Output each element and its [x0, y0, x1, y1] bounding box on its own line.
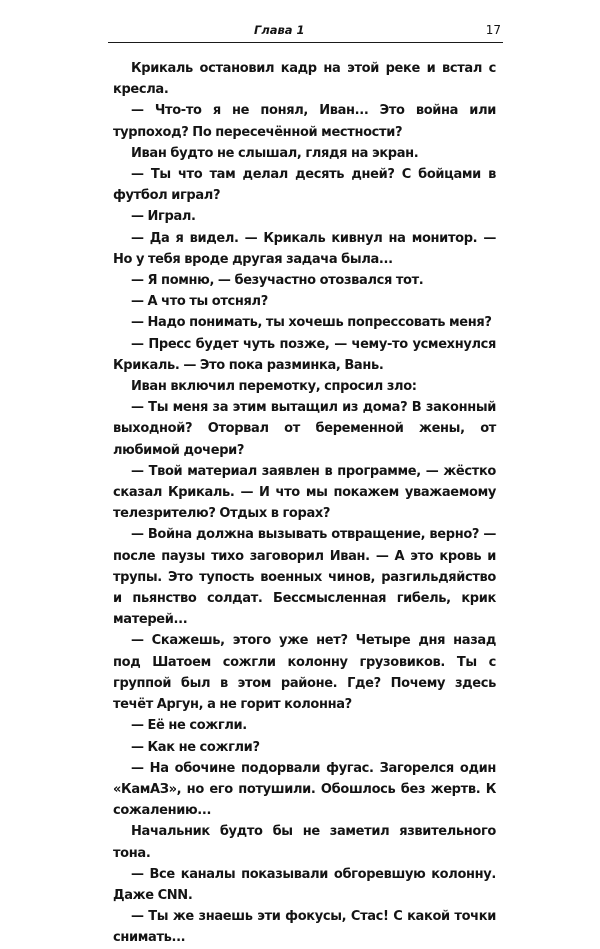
paragraph: — Что-то я не понял, Иван... Это война или турпоход? По пересечённой местности?: [113, 103, 496, 140]
paragraph: — Война должна вызывать отвращение, верно? — после паузы тихо заговорил Иван. — А это кровь и трупы. Это тупость военных чинов, разгильдяйство и пьянство солдат. Бессмысленная гибель, крик матерей...: [113, 527, 496, 628]
paragraph: — Ты меня за этим вытащил из дома? В законный выходной? Оторвал от беременной жены, от любимой дочери?: [113, 400, 496, 458]
paragraph: — Я помню, — безучастно отозвался тот.: [131, 273, 424, 289]
page-number: 17: [485, 23, 501, 37]
paragraph: — Твой материал заявлен в программе, — жёстко сказал Крикаль. — И что мы покажем уважаемому телезрителю? Отдых в горах?: [113, 463, 496, 522]
paragraph: Иван включил перемотку, спросил зло:: [131, 379, 417, 395]
paragraph: — Как не сожгли?: [131, 739, 260, 755]
paragraph: Иван будто не слышал, глядя на экран.: [131, 145, 419, 161]
paragraph: Крикаль остановил кадр на этой реке и встал с кресла.: [113, 61, 496, 98]
paragraph: — Пресс будет чуть позже, — чему-то усмехнулся Крикаль. — Это пока разминка, Вань.: [113, 336, 496, 373]
paragraph: — Скажешь, этого уже нет? Четыре дня назад под Шатоем сожгли колонну грузовиков. Ты с группой был в этом районе. Где? Почему здесь течёт Аргун, а не горит колонна?: [113, 633, 496, 713]
paragraph: — Ты что там делал десять дней? С бойцами в футбол играл?: [113, 167, 496, 204]
paragraph: — Ты же знаешь эти фокусы, Стас! С какой точки снимать...: [113, 909, 496, 946]
paragraph: — Играл.: [131, 209, 196, 225]
paragraph: — Да я видел. — Крикаль кивнул на монитор. — Но у тебя вроде другая задача была...: [113, 230, 496, 267]
paragraph: — Все каналы показывали обгоревшую колонну. Даже CNN.: [113, 866, 496, 903]
paragraph: — А что ты отснял?: [131, 294, 268, 310]
paragraph: — Надо понимать, ты хочешь попрессовать меня?: [131, 315, 492, 331]
chapter-title: Глава 1: [254, 23, 305, 37]
paragraph: — Её не сожгли.: [131, 718, 247, 734]
running-header: [108, 22, 503, 43]
body-text: [113, 58, 496, 949]
paragraph: Начальник будто бы не заметил язвительного тона.: [113, 824, 496, 861]
paragraph: — На обочине подорвали фугас. Загорелся один «КамАЗ», но его потушили. Обошлось без жертв. К сожалению...: [113, 760, 496, 819]
